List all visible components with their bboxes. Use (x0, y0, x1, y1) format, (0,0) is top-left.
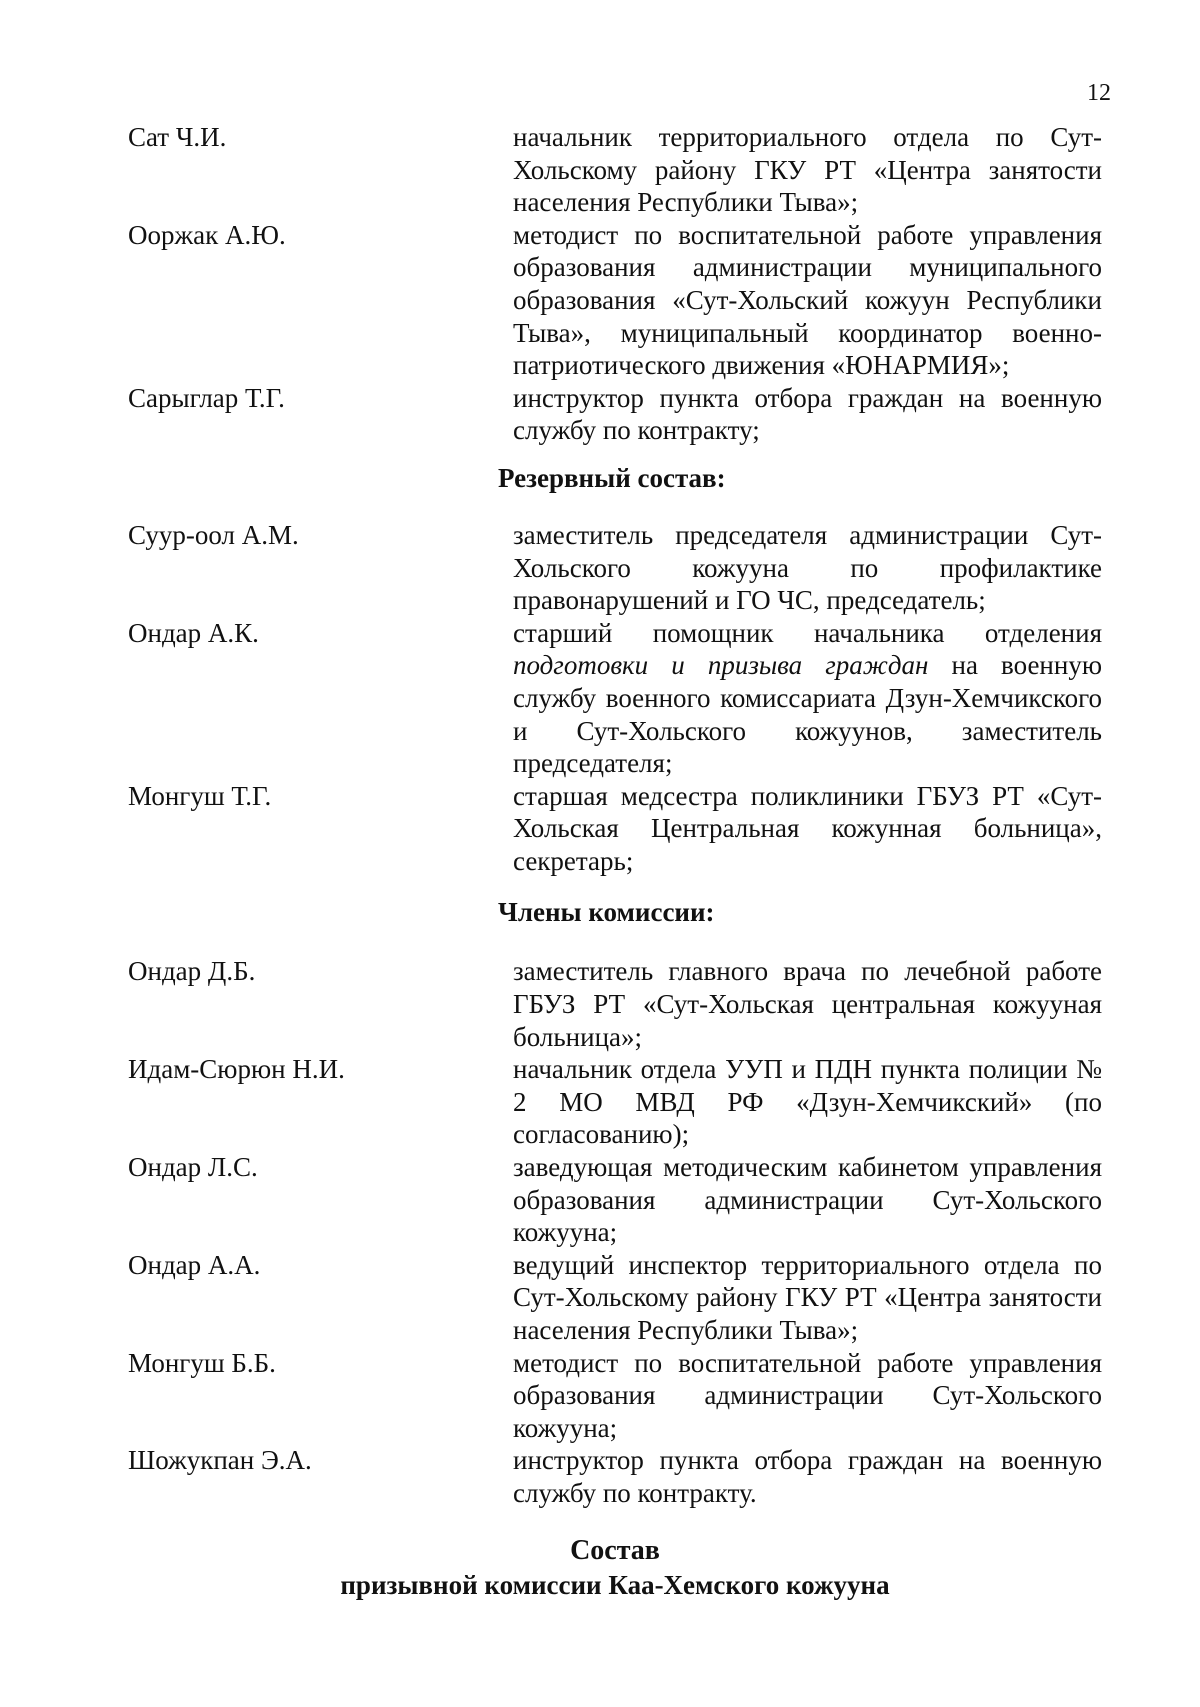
member-name: Суур-оол А.М. (128, 519, 299, 550)
member-name: Шожукпан Э.А. (128, 1445, 312, 1476)
title-line-2: призывной комиссии Каа-Хемского кожууна (340, 1570, 890, 1600)
list-item (128, 1444, 1102, 1509)
member-name: Монгуш Б.Б. (128, 1347, 276, 1378)
title-line-1: Состав (570, 1535, 660, 1566)
list-item (128, 955, 1102, 1053)
list-item (128, 519, 1102, 617)
position-text-end: на военную службу военного комиссариата Дзун-Хемчикского и Сут-Хольского кожуунов, заместитель председателя; (513, 650, 1102, 779)
member-position: инструктор пункта отбора граждан на военную службу по контракту; (513, 382, 1102, 446)
member-position: методист по воспитательной работе управления образования администрации муниципального образования «Сут-Хольский кожуун Республики Тыва», муниципальный координатор военно-патриотического движения «ЮНАРМИЯ»; (513, 219, 1102, 381)
page-number: 12 (1087, 80, 1111, 106)
member-name: Ондар Л.С. (128, 1152, 258, 1183)
member-name: Ооржак А.Ю. (128, 219, 286, 250)
position-text-start: старший помощник начальника отделения (513, 617, 1102, 648)
list-item (128, 219, 1102, 382)
member-position (513, 617, 1102, 780)
reserve-heading: Резервный состав: (498, 462, 726, 493)
list-item (128, 1347, 1102, 1445)
member-name: Сат Ч.И. (128, 122, 227, 152)
list-item (128, 121, 1102, 219)
list-item (128, 780, 1102, 878)
member-position: инструктор пункта отбора граждан на военную службу по контракту. (513, 1445, 1102, 1508)
member-position: старшая медсестра поликлиники ГБУЗ РТ «Сут-Хольская Центральная кожунная больница», секретарь; (513, 780, 1102, 876)
commission-title (128, 1534, 1102, 1602)
list-item (128, 382, 1102, 447)
member-name: Сарыглар Т.Г. (128, 382, 285, 413)
member-position: заместитель председателя администрации Сут-Хольского кожууна по профилактике правонарушений и ГО ЧС, председатель; (513, 519, 1102, 616)
member-position: методист по воспитательной работе управления образования администрации Сут-Хольского кожууна; (513, 1347, 1102, 1443)
member-position: начальник территориального отдела по Сут-Хольскому району ГКУ РТ «Центра занятости населения Республики Тыва»; (513, 122, 1102, 218)
member-name: Идам-Сюрюн Н.И. (128, 1054, 345, 1085)
list-item (128, 1053, 1102, 1151)
position-text-italic: подготовки и призыва граждан (513, 650, 929, 681)
list-item (128, 617, 1102, 780)
member-position: ведущий инспектор территориального отдела по Сут-Хольскому району ГКУ РТ «Центра занятости населения Республики Тыва»; (513, 1249, 1102, 1345)
list-item (128, 1151, 1102, 1249)
member-name: Ондар А.К. (128, 617, 259, 648)
members-heading: Члены комиссии: (498, 897, 715, 928)
commission-list (128, 121, 1102, 1510)
member-name: Монгуш Т.Г. (128, 780, 272, 811)
member-position: заместитель главного врача по лечебной работе ГБУЗ РТ «Сут-Хольская центральная кожууная больница»; (513, 956, 1102, 1052)
member-position: начальник отдела УУП и ПДН пункта полиции № 2 МО МВД РФ «Дзун-Хемчикский» (по согласованию); (513, 1054, 1102, 1150)
list-item (128, 1249, 1102, 1347)
member-name: Ондар Д.Б. (128, 956, 256, 987)
member-name: Ондар А.А. (128, 1249, 261, 1280)
member-position: заведующая методическим кабинетом управления образования администрации Сут-Хольского кожууна; (513, 1152, 1102, 1248)
